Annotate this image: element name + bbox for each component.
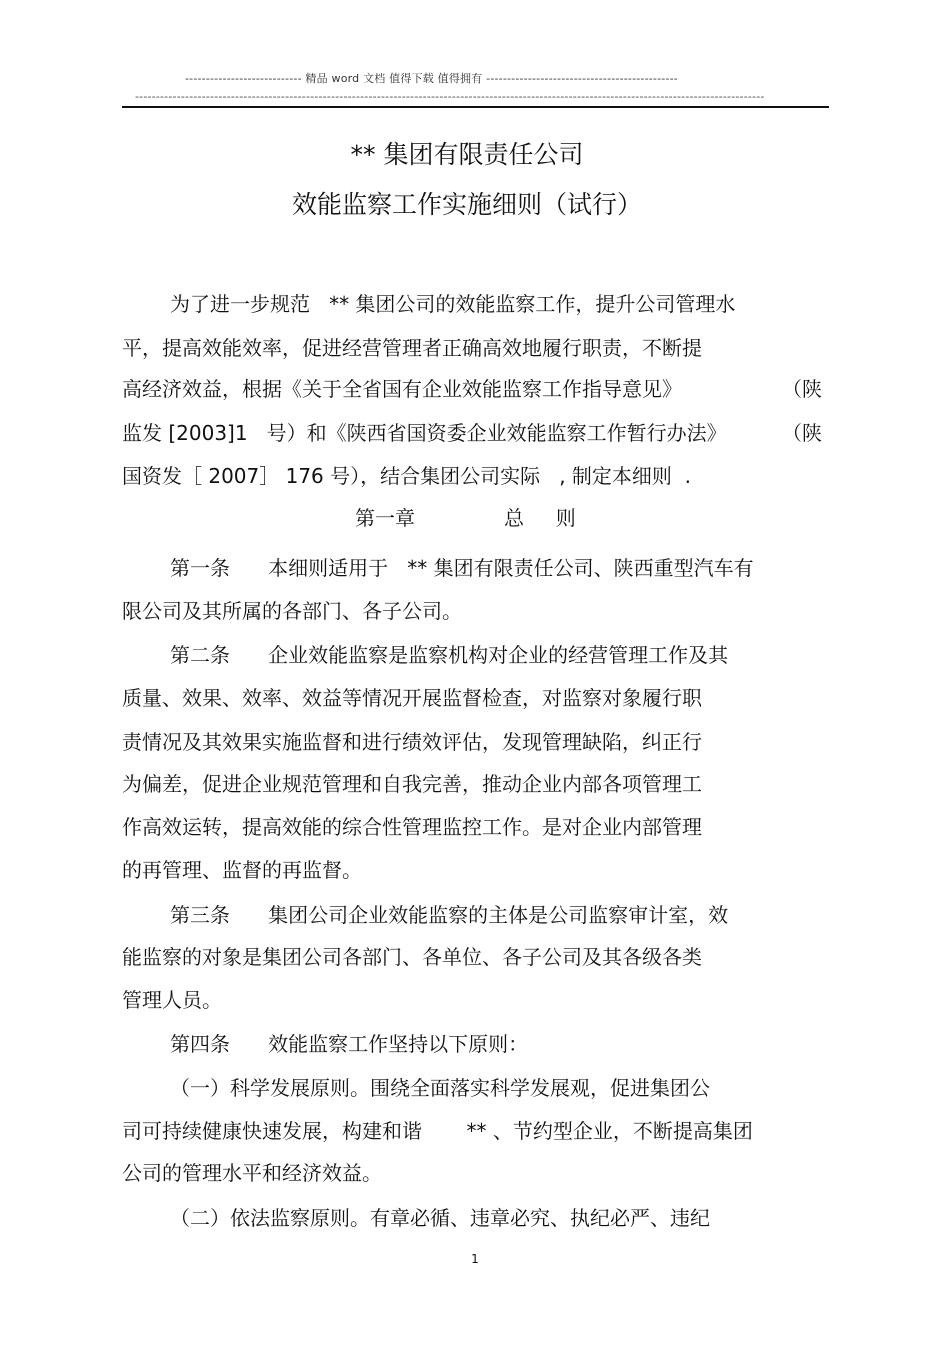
body-line: 公司的管理水平和经济效益。	[122, 1161, 382, 1185]
body-line: 高经济效益，根据《关于全省国有企业效能监察工作指导意见》	[122, 377, 682, 401]
body-line: 责情况及其效果实施监督和进行绩效评估，发现管理缺陷，纠正行	[122, 730, 702, 754]
body-line: 的再管理、监督的再监督。	[122, 858, 362, 882]
body-line: （陕	[782, 377, 822, 401]
body-line: 第三条 集团公司企业效能监察的主体是公司监察审计室，效	[170, 903, 729, 927]
body-line: 第一条 本细则适用于 ** 集团有限责任公司、陕西重型汽车有	[170, 556, 754, 580]
document-title-line2: 效能监察工作实施细则（试行）	[291, 190, 642, 219]
body-line: 国资发［ 2007］ 176 号），结合集团公司实际 , 制定本细则 .	[122, 464, 692, 488]
body-line: 为偏差，促进企业规范管理和自我完善，推动企业内部各项管理工	[122, 772, 702, 796]
page-header-text: ---------------------------- 精品 word 文档 值得下载 值得拥有 ----------------------------------------------	[185, 72, 678, 85]
header-rule	[122, 106, 829, 108]
body-line: 平，提高效能效率，促进经营管理者正确高效地履行职责，不断提	[122, 336, 702, 360]
body-line: 监发 [2003]1 号）和《陕西省国资委企业效能监察工作暂行办法》	[122, 421, 727, 445]
body-line: 为了进一步规范 ** 集团公司的效能监察工作，提升公司管理水	[170, 292, 736, 316]
body-line: 第四条 效能监察工作坚持以下原则：	[170, 1032, 529, 1056]
body-line: 限公司及其所属的各部门、各子公司。	[122, 599, 462, 623]
page-header-dashes: -------------------------------------------------------------------------------------------------------------------------------------------------------	[135, 90, 765, 103]
body-line: （二）依法监察原则。有章必循、违章必究、执纪必严、违纪	[170, 1206, 710, 1230]
body-line: 作高效运转，提高效能的综合性管理监控工作。是对企业内部管理	[122, 815, 702, 839]
body-line: 能监察的对象是集团公司各部门、各单位、各子公司及其各级各类	[122, 945, 702, 969]
chapter-heading: 第一章 总 则	[355, 506, 576, 530]
body-line: 质量、效果、效率、效益等情况开展监督检查，对监察对象履行职	[122, 686, 702, 710]
page-number: 1	[471, 1252, 479, 1266]
body-line: （一）科学发展原则。围绕全面落实科学发展观，促进集团公	[170, 1076, 710, 1100]
document-title-line1: ** 集团有限责任公司	[350, 140, 584, 169]
body-line: 管理人员。	[122, 988, 222, 1012]
body-line: 司可持续健康快速发展，构建和谐 ** 、节约型企业，不断提高集团	[122, 1119, 753, 1143]
body-line: （陕	[782, 421, 822, 445]
body-line: 第二条 企业效能监察是监察机构对企业的经营管理工作及其	[170, 643, 729, 667]
